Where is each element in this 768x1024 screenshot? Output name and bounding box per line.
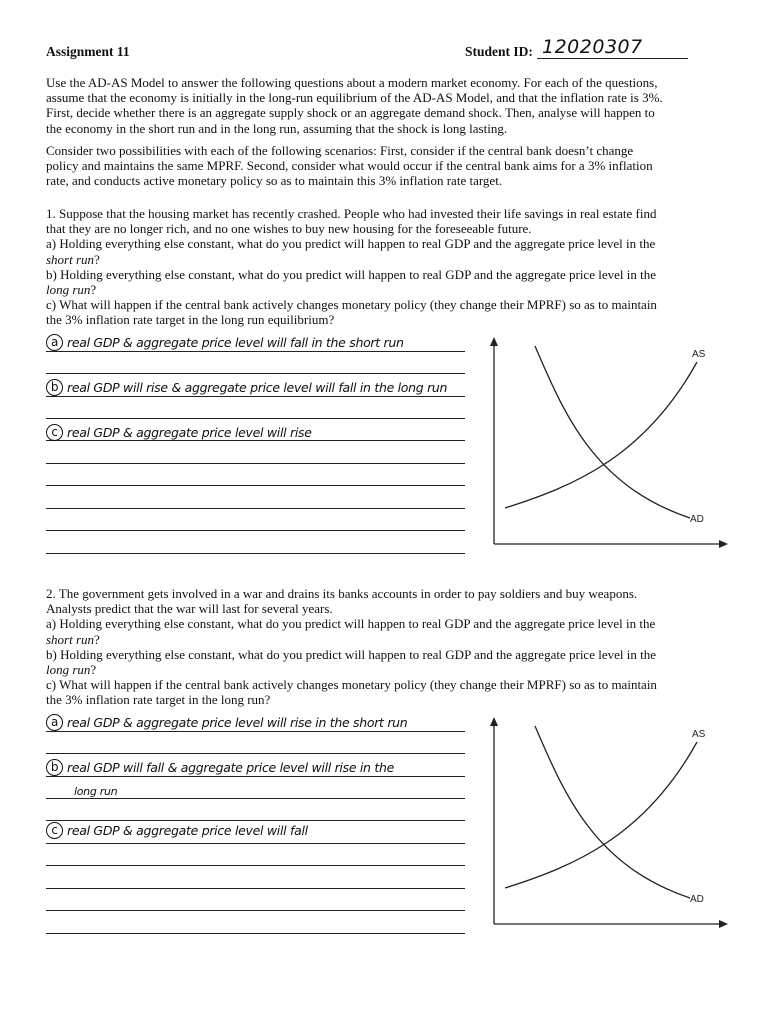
q2-ad-label: AD	[690, 894, 704, 905]
q1-part-b-long-run: long run	[46, 282, 91, 298]
q2-answer-b-text: real GDP will fall & aggregate price level will rise in the	[67, 760, 394, 775]
answer-line[interactable]	[46, 776, 465, 777]
q2-answer-a-text: real GDP & aggregate price level will rise in the short run	[67, 715, 408, 730]
intro-paragraph	[46, 75, 726, 136]
answer-line[interactable]	[46, 888, 465, 889]
answer-line[interactable]	[46, 865, 465, 866]
q1-part-c-line-1: c) What will happen if the central bank actively changes monetary policy (they change their MPRF) so as to maintain	[46, 297, 657, 313]
answer-line[interactable]	[46, 843, 465, 844]
answer-line[interactable]	[46, 910, 465, 911]
scenarios-line: policy and maintains the same MPRF. Second, consider what would occur if the central bank aims for a 3% inflation	[46, 158, 653, 174]
answer-line[interactable]	[46, 508, 465, 509]
q1-ad-as-graph	[485, 336, 735, 554]
q2-intro-line-2: Analysts predict that the war will last for several years.	[46, 601, 333, 617]
q2-answer-b-text-2: long run	[74, 785, 118, 798]
q2-part-b-line-1: b) Holding everything else constant, what do you predict will happen to real GDP and the aggregate price level in the	[46, 646, 656, 662]
q2-answer-a-circled-letter: a	[46, 714, 63, 731]
answer-line[interactable]	[46, 798, 465, 799]
answer-line[interactable]	[46, 418, 465, 419]
scenarios-line: rate, and conducts active monetary policy so as to maintain this 3% inflation rate target.	[46, 173, 503, 189]
q2-answer-c	[46, 822, 308, 839]
q1-as-curve	[505, 362, 697, 508]
answer-line[interactable]	[46, 396, 465, 397]
intro-line: First, decide whether there is an aggregate supply shock or an aggregate demand shock. Then, analyse will happen to	[46, 105, 655, 121]
answer-line[interactable]	[46, 820, 465, 821]
q2-answer-a	[46, 714, 407, 731]
q1-answer-c	[46, 424, 312, 441]
q2-ad-curve	[535, 726, 690, 898]
q1-part-a-line-2: short run?	[46, 251, 100, 267]
q1-answer-c-circled-letter: c	[46, 424, 63, 441]
answer-line[interactable]	[46, 530, 465, 531]
answer-line[interactable]	[46, 351, 465, 352]
q2-graph-y-axis-arrow	[490, 717, 498, 726]
answer-line[interactable]	[46, 933, 465, 934]
answer-line[interactable]	[46, 731, 465, 732]
answer-line[interactable]	[46, 463, 465, 464]
intro-line: the economy in the short run and in the long run, assuming that the shock is long lasting.	[46, 120, 508, 136]
q1-answer-b-circled-letter: b	[46, 379, 63, 396]
q2-part-c-line-2: the 3% inflation rate target in the long run?	[46, 692, 271, 708]
intro-line: assume that the economy is initially in the long-run equilibrium of the AD-AS Model, and that the inflation rate is 3%.	[46, 90, 663, 106]
q1-part-b-line-2: long run?	[46, 282, 97, 298]
q2-part-a-short-run: short run	[46, 631, 95, 647]
q2-answer-c-circled-letter: c	[46, 822, 63, 839]
q1-answer-c-text: real GDP & aggregate price level will rise	[67, 425, 312, 440]
q2-part-c-line-1: c) What will happen if the central bank actively changes monetary policy (they change their MPRF) so as to maintain	[46, 677, 657, 693]
q1-ad-curve	[535, 346, 690, 518]
q2-as-curve	[505, 742, 697, 888]
q1-answer-a-text: real GDP & aggregate price level will fall in the short run	[67, 335, 404, 350]
q1-part-c-line-2: the 3% inflation rate target in the long run equilibrium?	[46, 312, 335, 328]
intro-line: Use the AD-AS Model to answer the following questions about a modern market economy. For each of the questions,	[46, 75, 658, 90]
q2-as-label: AS	[692, 729, 706, 740]
q1-ad-label: AD	[690, 514, 704, 525]
q2-part-b-line-2: long run?	[46, 662, 97, 678]
answer-line[interactable]	[46, 553, 465, 554]
q1-as-label: AS	[692, 349, 706, 360]
q2-ad-as-graph	[485, 716, 735, 934]
q1-answer-b-text: real GDP will rise & aggregate price level will fall in the long run	[67, 380, 448, 395]
question-1	[46, 206, 736, 328]
student-id-value: 12020307	[542, 36, 643, 58]
q1-answer-a	[46, 334, 404, 351]
q1-part-b-line-1: b) Holding everything else constant, what do you predict will happen to real GDP and the aggregate price level in the	[46, 266, 656, 282]
q1-graph-x-axis-arrow	[719, 540, 728, 548]
q2-graph-x-axis-arrow	[719, 920, 728, 928]
q1-answer-a-circled-letter: a	[46, 334, 63, 351]
student-id-label: Student ID:	[465, 44, 533, 59]
question-2	[46, 586, 736, 708]
answer-line[interactable]	[46, 485, 465, 486]
q1-answer-b	[46, 379, 447, 396]
student-id-underline	[537, 58, 688, 59]
q2-answer-b-continuation	[74, 783, 117, 798]
q1-intro-line-1: 1. Suppose that the housing market has recently crashed. People who had invested their life savings in real estate find	[46, 206, 657, 221]
scenarios-paragraph	[46, 143, 726, 189]
q1-graph-y-axis-arrow	[490, 337, 498, 346]
q2-intro-line-1: 2. The government gets involved in a war and drains its banks accounts in order to pay soldiers and buy weapons.	[46, 586, 638, 601]
q2-answer-b-circled-letter: b	[46, 759, 63, 776]
answer-line[interactable]	[46, 753, 465, 754]
q2-part-a-line-1: a) Holding everything else constant, what do you predict will happen to real GDP and the aggregate price level in the	[46, 616, 656, 632]
scenarios-line: Consider two possibilities with each of the following scenarios: First, consider if the central bank doesn’t change	[46, 143, 634, 158]
q1-part-a-line-1: a) Holding everything else constant, what do you predict will happen to real GDP and the aggregate price level in the	[46, 236, 656, 252]
assignment-title: Assignment 11	[46, 44, 130, 59]
q2-answer-b	[46, 759, 394, 776]
q2-answer-c-text: real GDP & aggregate price level will fall	[67, 823, 308, 838]
q2-part-b-long-run: long run	[46, 662, 91, 678]
q1-part-a-short-run: short run	[46, 251, 95, 267]
answer-line[interactable]	[46, 373, 465, 374]
q2-part-a-line-2: short run?	[46, 631, 100, 647]
q1-intro-line-2: that they are no longer rich, and no one wishes to buy new housing for the foreseeable future.	[46, 221, 532, 237]
